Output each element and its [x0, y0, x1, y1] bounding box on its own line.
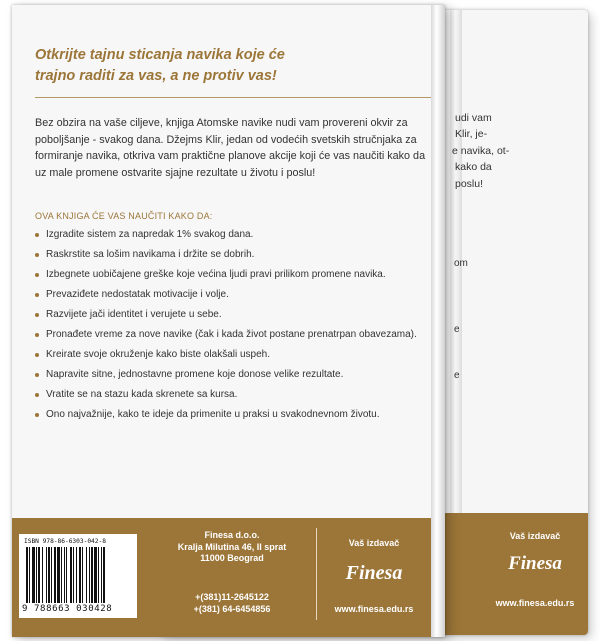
- publisher-street: Kralja Milutina 46, II sprat: [177, 541, 287, 552]
- list-item: Napravite sitne, jednostavne promene koje donose velike rezultate.: [35, 368, 435, 381]
- publisher-address: [152, 530, 312, 565]
- back-finesa-logo: Finesa: [508, 553, 562, 574]
- publisher-contacts: [152, 591, 312, 615]
- back-desc-fragment: udi vam: [455, 112, 492, 124]
- footer-band: [12, 518, 431, 637]
- publisher-url[interactable]: www.finesa.edu.rs: [334, 604, 414, 614]
- list-item: Prevaziđete nedostatak motivacije i volje.: [35, 288, 435, 301]
- list-item: Razvijete jači identitet i verujete u sebe.: [35, 308, 435, 321]
- tagline-line-2: trajno raditi za vas, a ne protiv vas!: [35, 68, 277, 84]
- barcode-bars: [26, 547, 130, 603]
- benefits-list: [35, 228, 435, 428]
- tagline-line-1: Otkrijte tajnu sticanja navika koje će: [35, 47, 285, 63]
- back-list-fragment: e: [454, 324, 460, 335]
- back-list-fragment: om: [454, 258, 468, 269]
- back-publisher-url[interactable]: www.finesa.edu.rs: [495, 598, 575, 608]
- back-desc-fragment: kako da: [455, 161, 492, 173]
- list-item: Vratite se na stazu kada skrenete sa kursa.: [35, 388, 435, 401]
- list-item: Kreirate svoje okruženje kako biste olakšali uspeh.: [35, 348, 435, 361]
- benefits-heading: OVA KNJIGA ĆE VAS NAUČITI KAKO DA:: [35, 211, 213, 221]
- list-item: Izbegnete uobičajene greške koje većina ljudi pravi prilikom promene navika.: [35, 268, 435, 281]
- front-book-back-cover: [12, 5, 445, 637]
- barcode-digits: 9 788663 030428: [22, 604, 113, 614]
- list-item: Raskrstite sa lošim navikama i držite se dobrih.: [35, 248, 435, 261]
- book-description: Bez obzira na vaše ciljeve, knjiga Atomske navike nudi vam provereni okvir za poboljšanje - svakog dana. Džejms Klir, jedan od vodećih svetskih stručnjaka za formiranje navika, otkriva vam praktične planove akcije koji će vas naučiti kako da uz male promene ostvarite sjajne rezultate u životu i poslu!: [35, 117, 426, 179]
- finesa-logo: Finesa: [345, 562, 403, 584]
- publisher-city: 11000 Beograd: [200, 553, 264, 563]
- phone-1: +(381)11-2645122: [195, 592, 269, 602]
- publisher-name: Finesa d.o.o.: [204, 530, 260, 540]
- phone-2: +(381) 64-6454856: [193, 604, 271, 614]
- divider: [35, 97, 431, 98]
- back-desc-fragment: poslu!: [455, 178, 484, 190]
- back-list-fragment: e: [454, 370, 460, 381]
- back-desc-fragment: Klir, je-: [455, 128, 488, 140]
- isbn-barcode: [19, 534, 137, 618]
- isbn-text: ISBN 978-86-6303-042-8: [24, 538, 106, 545]
- list-item: Ono najvažnije, kako te ideje da primenite u praksi u svakodnevnom životu.: [35, 408, 435, 421]
- list-item: Izgradite sistem za napredak 1% svakog dana.: [35, 228, 435, 241]
- back-desc-fragment: e navika, ot-: [452, 145, 510, 157]
- back-publisher-label: Vaš izdavač: [509, 531, 561, 541]
- tagline: [35, 45, 395, 87]
- list-item: Pronađete vreme za nove navike (čak i kada život postane prenatrpan obavezama).: [35, 328, 435, 341]
- publisher-label: Vaš izdavač: [348, 538, 400, 548]
